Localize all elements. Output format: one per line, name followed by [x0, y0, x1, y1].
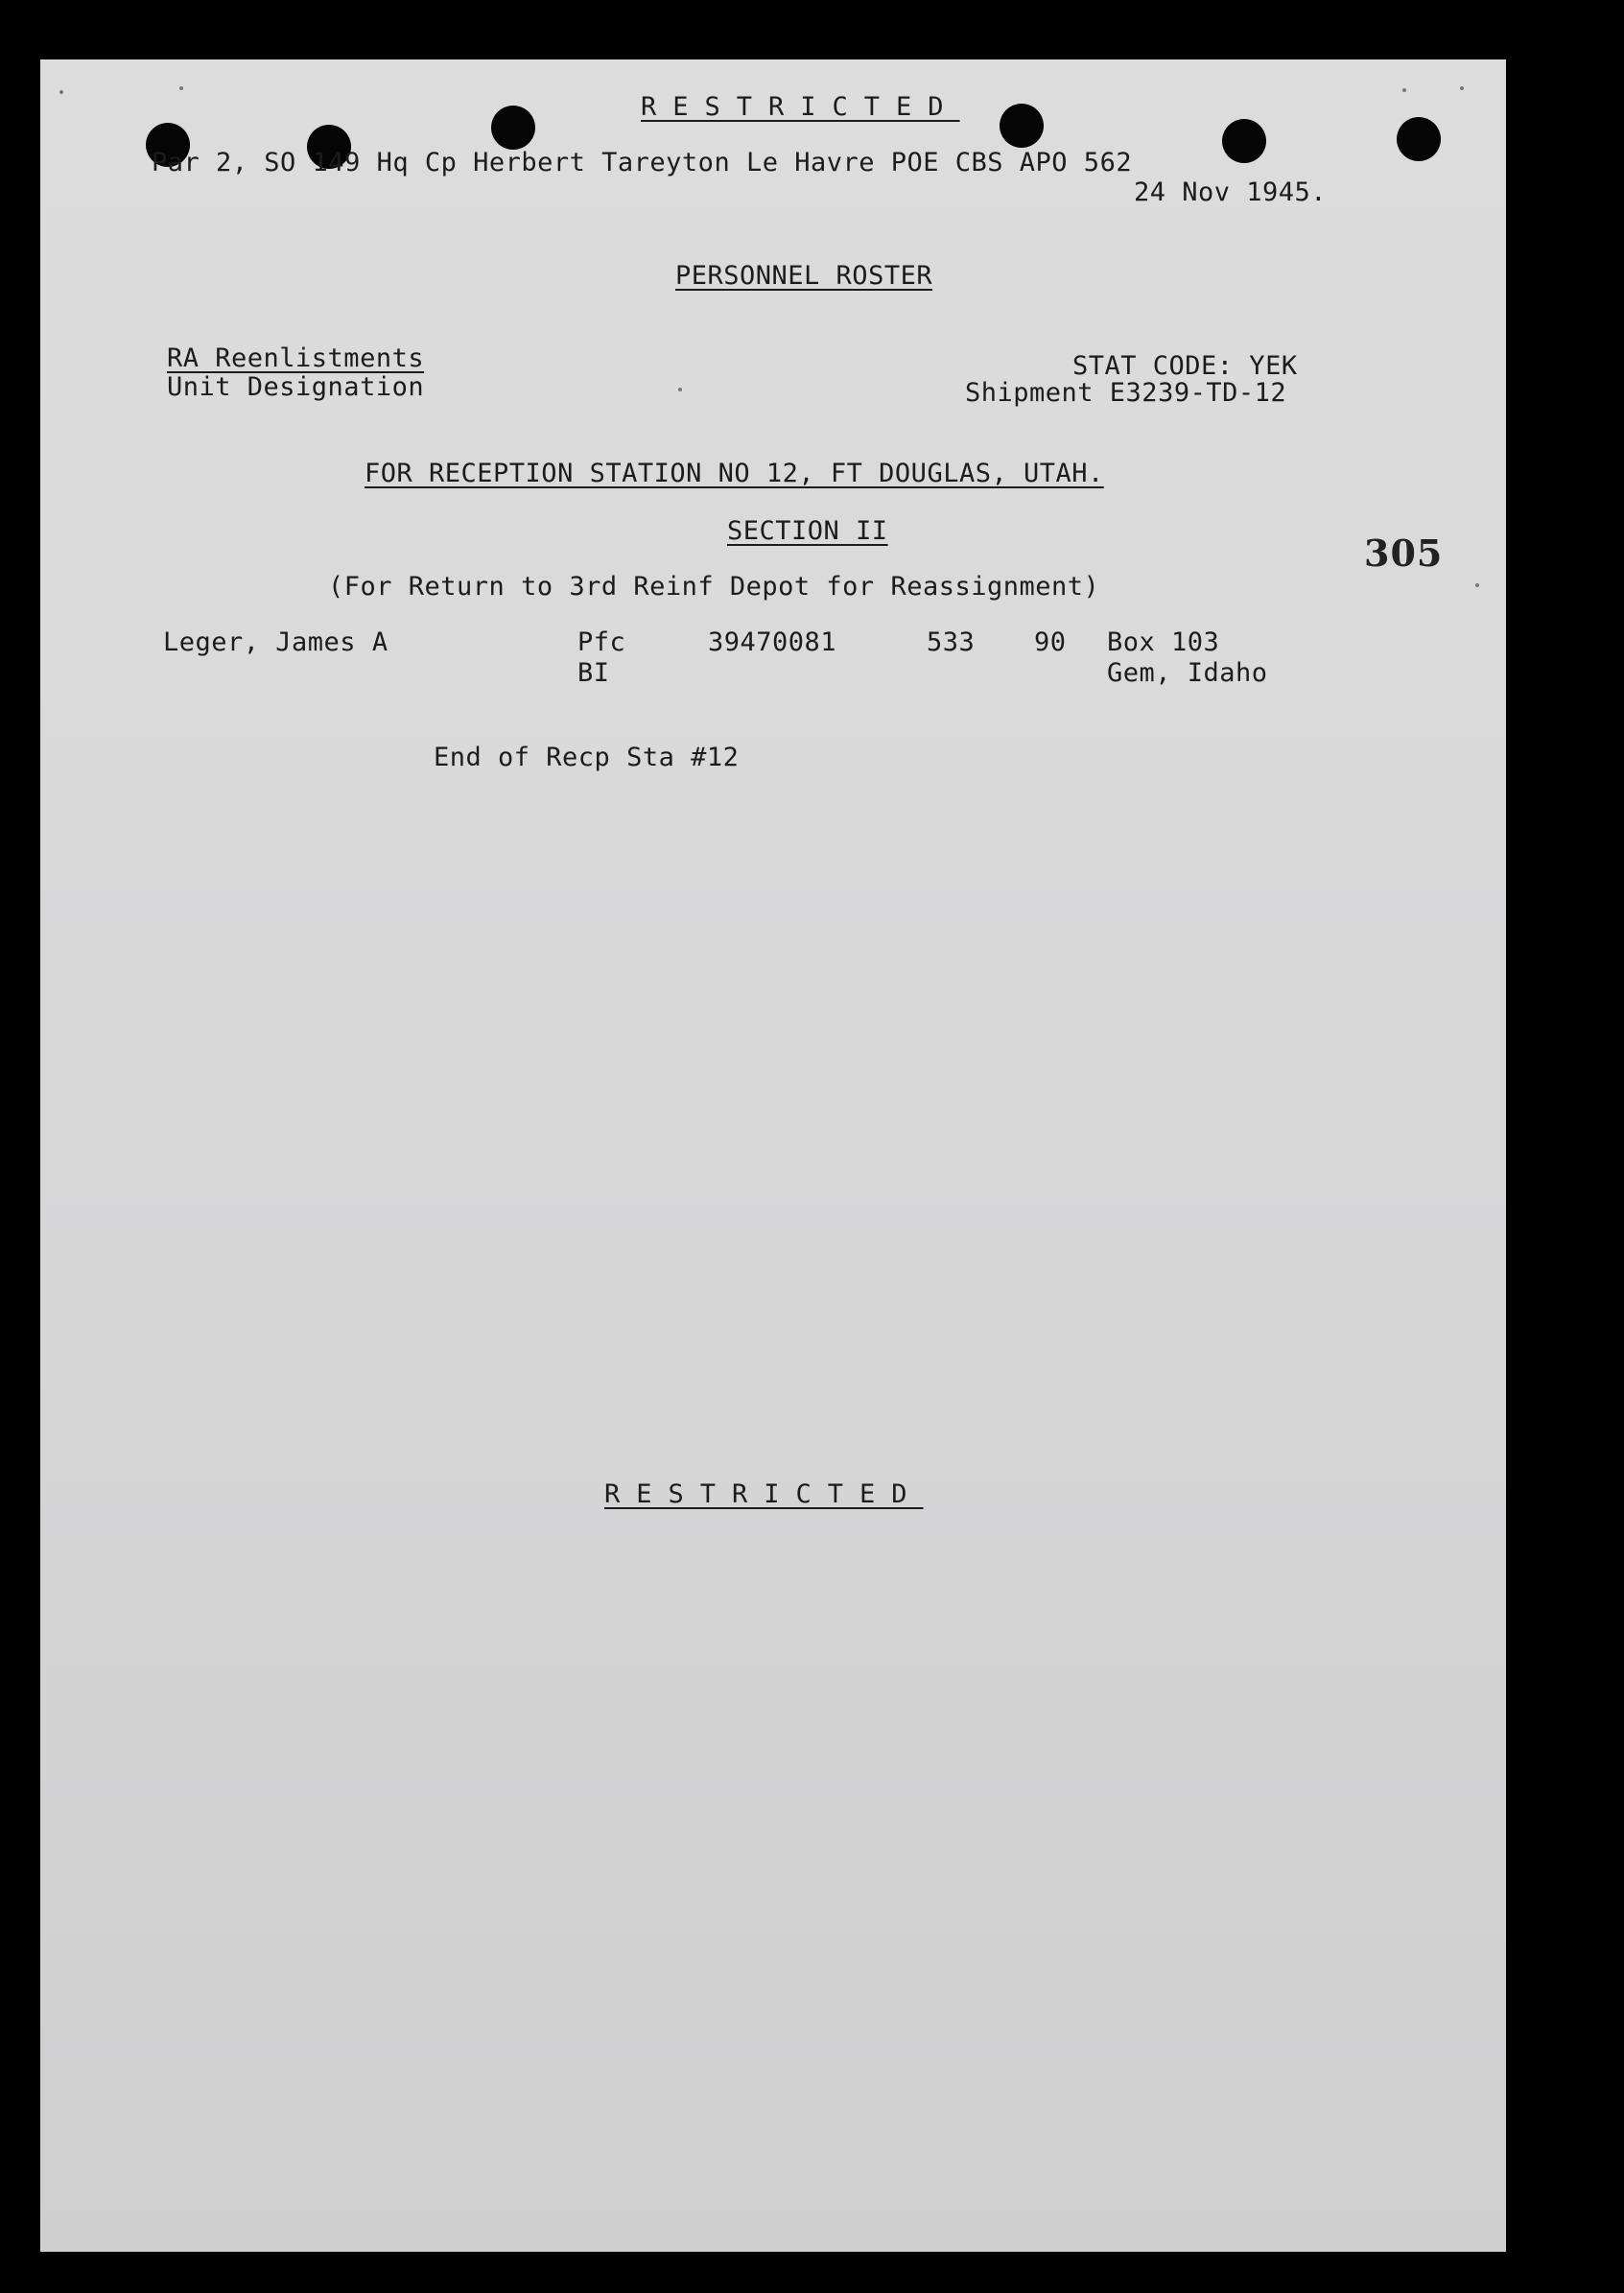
roster-serial: 39470081 — [708, 627, 837, 657]
paper-speck — [1402, 88, 1406, 92]
paper-speck — [59, 90, 63, 94]
unit-designation-label: Unit Designation — [167, 372, 425, 402]
classification-top: RESTRICTED — [641, 92, 960, 122]
punch-hole — [491, 106, 535, 150]
roster-code: 533 — [927, 627, 976, 657]
paper-speck — [179, 86, 183, 90]
punch-hole — [1000, 104, 1044, 148]
paper-speck — [678, 388, 682, 391]
roster-name: Leger, James A — [163, 627, 388, 657]
punch-hole — [1397, 117, 1441, 161]
page-title: PERSONNEL ROSTER — [675, 261, 933, 291]
roster-address-line1: Box 103 — [1107, 627, 1220, 657]
section-subtitle: (For Return to 3rd Reinf Depot for Reassignment) — [328, 572, 1100, 602]
shipment-number: Shipment E3239-TD-12 — [965, 378, 1287, 408]
document-page — [40, 59, 1506, 2252]
paper-speck — [1460, 86, 1464, 90]
roster-grade-line2: BI — [577, 658, 610, 688]
reenlistments-label: RA Reenlistments — [167, 343, 425, 373]
classification-bottom: RESTRICTED — [604, 1479, 924, 1509]
roster-address-line2: Gem, Idaho — [1107, 658, 1268, 688]
paper-speck — [1475, 583, 1479, 587]
roster-grade: Pfc — [577, 627, 626, 657]
section-heading: SECTION II — [727, 516, 888, 546]
punch-hole — [1222, 119, 1266, 163]
document-date: 24 Nov 1945. — [1134, 177, 1328, 207]
stat-code: STAT CODE: YEK — [1072, 351, 1298, 381]
reception-station-heading: FOR RECEPTION STATION NO 12, FT DOUGLAS, UTAH. — [365, 459, 1104, 488]
page-number-stamp: 305 — [1364, 532, 1444, 575]
roster-score: 90 — [1034, 627, 1067, 657]
end-note: End of Recp Sta #12 — [434, 743, 740, 772]
orders-line: Par 2, SO 149 Hq Cp Herbert Tareyton Le Havre POE CBS APO 562 — [152, 148, 1133, 177]
